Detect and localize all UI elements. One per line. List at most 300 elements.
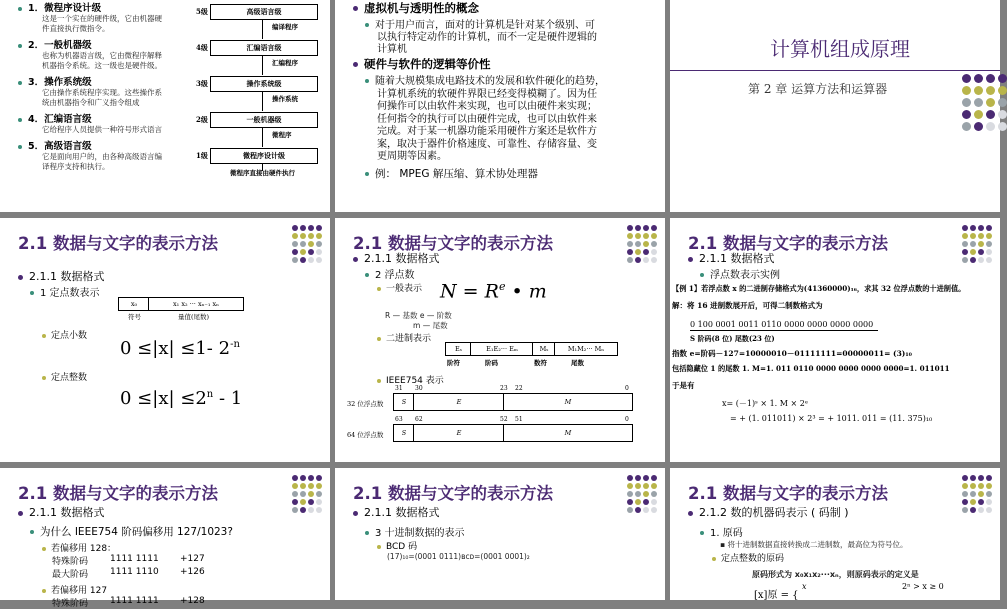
item-fixed-integer: 定点整数 xyxy=(42,370,87,383)
decorative-dot xyxy=(643,507,649,513)
item-bcd: BCD 码 xyxy=(377,539,417,552)
decorative-dot xyxy=(986,475,992,481)
level-desc-4-1: 它给程序人员提供一种符号形式语言 xyxy=(42,125,162,134)
level-heading-text: 4．汇编语言级 xyxy=(28,114,92,125)
level-box-1: 微程序设计级 xyxy=(210,148,318,164)
decorative-dot xyxy=(962,507,968,513)
ieee-64-bit-1: 62 xyxy=(415,416,423,423)
decorative-dot xyxy=(292,241,298,247)
decorative-dot xyxy=(300,249,306,255)
decorative-dot xyxy=(986,499,992,505)
ieee-64-bit-0: 63 xyxy=(395,416,403,423)
level-arrow-label-2: 微程序 xyxy=(272,131,292,139)
level-heading-2 xyxy=(18,37,92,51)
level-arrow-label-1: 微程序直接由硬件执行 xyxy=(230,169,295,177)
sign-magnitude-desc: ▪ 将十进制数据直接转换成二进制数，最高位为符号位。 xyxy=(720,540,908,549)
item-fixed-fraction: 定点小数 xyxy=(42,328,87,341)
virtual-machine-text-3 xyxy=(377,40,407,55)
decorative-dot xyxy=(635,499,641,505)
float-field-1: Eₛ xyxy=(445,342,472,356)
level-heading-text: 2．一般机器级 xyxy=(28,40,92,51)
decorative-dot xyxy=(292,225,298,231)
decorative-dot xyxy=(974,122,983,131)
decorative-dot xyxy=(970,249,976,255)
decorative-dot xyxy=(986,257,992,263)
bias128-row-1-col-3: +127 xyxy=(180,554,205,564)
decorative-dot xyxy=(635,241,641,247)
text-line: 完成。对于某一机器功能采用硬件方案还是软件方 xyxy=(377,126,597,137)
decorative-dot xyxy=(308,249,314,255)
bullet xyxy=(18,118,22,122)
decorative-dot xyxy=(643,225,649,231)
decorative-dot xyxy=(300,483,306,489)
decorative-dot xyxy=(643,233,649,239)
sign-label: 符号 xyxy=(128,313,141,321)
decorative-dot xyxy=(300,475,306,481)
decorative-dot xyxy=(970,241,976,247)
level-arrow-line xyxy=(262,19,263,39)
level-number-5: 5级 xyxy=(196,7,208,16)
decorative-dot-grid xyxy=(962,475,992,513)
text-line: 何操作可以由软件来实现，也可以由硬件来实现； xyxy=(377,101,597,112)
bias128-row-2-col-1: 最大阶码 xyxy=(52,570,89,580)
text-line: 对于用户而言，面对的计算机是针对某个级别、可 xyxy=(375,20,595,31)
decorative-dot xyxy=(316,483,322,489)
decorative-dot xyxy=(292,507,298,513)
decorative-dot xyxy=(962,86,971,95)
decorative-dot xyxy=(986,233,992,239)
level-desc-3-2: 统由机器指令和广义指令组成 xyxy=(42,98,140,107)
decorative-dot xyxy=(308,257,314,263)
decorative-dot-grid xyxy=(627,225,657,263)
float-field-label-4: 尾数 xyxy=(571,359,584,367)
decorative-dot xyxy=(292,249,298,255)
decorative-dot xyxy=(316,257,322,263)
float-field-label-1: 阶符 xyxy=(447,359,460,367)
decorative-dot xyxy=(316,241,322,247)
ieee-32-bit-2: 23 xyxy=(500,385,508,392)
decorative-dot xyxy=(978,249,984,255)
decorative-dot xyxy=(974,98,983,107)
decorative-dot xyxy=(651,257,657,263)
decorative-dot xyxy=(978,257,984,263)
decorative-dot xyxy=(635,233,641,239)
decorative-dot xyxy=(651,475,657,481)
decorative-dot xyxy=(986,74,995,83)
magnitude-bits-box: x₁ x₂ ··· xₙ₋₁ xₙ xyxy=(148,297,244,311)
slide-title: 2.1 数据与文字的表示方法 xyxy=(688,234,888,253)
bullet xyxy=(42,589,46,593)
decorative-dot xyxy=(651,507,657,513)
decorative-dot xyxy=(316,225,322,231)
decorative-dot xyxy=(627,483,633,489)
decorative-dot xyxy=(627,249,633,255)
decorative-dot xyxy=(316,499,322,505)
decorative-dot xyxy=(962,110,971,119)
decorative-dot xyxy=(986,110,995,119)
sign-mag-formula-cond: 2ⁿ > x ≥ 0 xyxy=(902,582,944,591)
bullet xyxy=(18,145,22,149)
slide-4-fixed-point[interactable] xyxy=(0,218,330,462)
decorative-dot xyxy=(978,225,984,231)
decorative-dot xyxy=(970,257,976,263)
decorative-dot xyxy=(986,225,992,231)
decorative-dot xyxy=(308,475,314,481)
integer-range-formula: $0 \le|x| \le 2^n - 1$ xyxy=(120,388,243,409)
decorative-dot xyxy=(635,475,641,481)
decorative-dot xyxy=(643,499,649,505)
decorative-dot xyxy=(970,499,976,505)
equivalence-text-7 xyxy=(377,147,447,162)
fraction-range-formula: 0 ≤|x| ≤1- $2^{-n}$ xyxy=(120,338,240,359)
decorative-dot xyxy=(978,491,984,497)
decorative-dot xyxy=(962,74,971,83)
decorative-dot xyxy=(962,122,971,131)
decorative-dot xyxy=(970,491,976,497)
text: 若偏移用 127 xyxy=(51,586,108,596)
decorative-dot xyxy=(308,225,314,231)
level-number-3: 3级 xyxy=(196,79,208,88)
decorative-dot xyxy=(651,233,657,239)
decorative-dot-grid xyxy=(627,475,657,513)
decorative-dot xyxy=(316,475,322,481)
level-box-2: 一般机器级 xyxy=(210,112,318,128)
level-arrow-line xyxy=(262,91,263,111)
decorative-dot xyxy=(316,249,322,255)
bullet xyxy=(365,79,369,83)
slide-title: 2.1 数据与文字的表示方法 xyxy=(688,484,888,503)
decorative-dot xyxy=(986,241,992,247)
section-data-format: 2.1.1 数据格式 xyxy=(353,250,440,266)
ieee-64-field-3: M xyxy=(503,424,633,442)
decorative-dot xyxy=(651,499,657,505)
item-fixed-point: 1 定点数表示 xyxy=(30,284,100,299)
item-bias-question: 为什么 IEEE754 阶码偏移用 127/1023? xyxy=(30,524,233,539)
item-floating-point: 2 浮点数 xyxy=(365,266,415,281)
course-title: 计算机组成原理 xyxy=(770,37,910,61)
decorative-dot xyxy=(627,257,633,263)
slide-7-bias-question[interactable] xyxy=(0,468,330,609)
decorative-dot xyxy=(308,241,314,247)
decorative-dot xyxy=(974,110,983,119)
item-bias-127 xyxy=(42,583,107,596)
section-data-format: 2.1.1 数据格式 xyxy=(18,504,105,520)
decorative-dot xyxy=(643,241,649,247)
section-data-format: 2.1.1 数据格式 xyxy=(18,268,105,284)
decorative-dot xyxy=(978,499,984,505)
bias128-row-1-col-1: 特殊阶码 xyxy=(52,557,89,567)
decorative-dot xyxy=(627,507,633,513)
bcd-example: (17)₁₀=(0001 0111)ʙᴄᴅ=(0001 0001)₂ xyxy=(387,552,530,561)
bias127-row-1-col-2: 1111 1111 xyxy=(110,596,159,606)
bullet xyxy=(18,7,22,11)
decorative-dot xyxy=(300,507,306,513)
example-line-1: 【例 1】若浮点数 x 的二进制存储格式为(41360000)₁₆，求其 32 位浮点数的十进制值。 xyxy=(672,284,966,293)
decorative-dot xyxy=(986,122,995,131)
decorative-dot xyxy=(643,491,649,497)
decorative-dot xyxy=(292,475,298,481)
slide-title: 2.1 数据与文字的表示方法 xyxy=(353,234,553,253)
level-desc-1-2: 件直接执行微指令。 xyxy=(42,24,110,33)
decorative-dot xyxy=(970,225,976,231)
item-fixed-int-sign-mag: 定点整数的原码 xyxy=(712,551,784,564)
bullet xyxy=(365,23,369,27)
decorative-dot xyxy=(962,491,968,497)
example-line-7: 于是有 xyxy=(672,381,695,390)
decorative-dot xyxy=(998,74,1007,83)
float-field-label-3: 数符 xyxy=(534,359,547,367)
decorative-dot xyxy=(635,249,641,255)
decorative-dot xyxy=(962,98,971,107)
decorative-dot xyxy=(292,491,298,497)
level-arrow-line xyxy=(262,127,263,147)
text-line: 计算机系统的软硬件界限已经变得模糊了。因为任 xyxy=(377,88,597,100)
decorative-dot xyxy=(986,249,992,255)
level-heading-5 xyxy=(18,138,92,152)
slide-1-machine-levels[interactable] xyxy=(0,0,330,212)
level-arrow-label-3: 操作系统 xyxy=(272,95,298,103)
decorative-dot xyxy=(300,225,306,231)
decorative-dot xyxy=(962,499,968,505)
slide-title: 2.1 数据与文字的表示方法 xyxy=(18,234,218,253)
level-arrow-label-5: 编译程序 xyxy=(272,23,298,31)
decorative-dot xyxy=(643,475,649,481)
float-formula: $N = R^e$ • m xyxy=(440,280,547,303)
level-number-2: 2级 xyxy=(196,115,208,124)
decorative-dot xyxy=(643,249,649,255)
decorative-dot xyxy=(986,483,992,489)
ieee-32-label: 32 位浮点数 xyxy=(347,400,384,408)
example-text: 例： MPEG 解压缩、算术协处理器 xyxy=(365,166,538,181)
bias127-row-1-col-3: +128 xyxy=(180,596,205,606)
level-arrow-line xyxy=(262,55,263,75)
sign-mag-formula-lhs: [x]原 = { xyxy=(754,590,799,601)
level-number-4: 4级 xyxy=(196,43,208,52)
ieee-64-field-2: E xyxy=(413,424,505,442)
decorative-dot xyxy=(986,491,992,497)
ieee-32-field-2: E xyxy=(413,393,505,411)
decorative-dot xyxy=(308,233,314,239)
decorative-dot xyxy=(986,98,995,107)
decorative-dot xyxy=(635,225,641,231)
decorative-dot xyxy=(292,499,298,505)
level-heading-text: 3．操作系统级 xyxy=(28,77,92,88)
ieee-64-label: 64 位浮点数 xyxy=(347,431,384,439)
decorative-dot xyxy=(962,241,968,247)
bullet xyxy=(18,44,22,48)
level-desc-2-1: 也称为机器语言级，它由微程序解释 xyxy=(42,51,162,60)
decorative-dot xyxy=(308,491,314,497)
level-arrow-label-4: 汇编程序 xyxy=(272,59,298,67)
level-box-5: 高级语言级 xyxy=(210,4,318,20)
level-desc-2-2: 机器指令系统。这一级也是硬件级。 xyxy=(42,61,162,70)
decorative-dot xyxy=(962,233,968,239)
level-heading-4 xyxy=(18,111,92,125)
bias127-row-1-col-1: 特殊阶码 xyxy=(52,599,89,609)
ieee-32-bit-4: 0 xyxy=(625,385,629,392)
decorative-dot xyxy=(635,491,641,497)
chapter-subtitle: 第 2 章 运算方法和运算器 xyxy=(748,82,888,96)
example-line-8: x= (－1)ˢ × 1. M × 2ᵉ xyxy=(722,399,808,408)
decorative-dot xyxy=(300,233,306,239)
formula-legend-2: m — 尾数 xyxy=(413,321,448,330)
decorative-dot-grid xyxy=(962,74,1007,131)
text-line: 以执行特定动作的计算机，而不一定是硬件逻辑的 xyxy=(377,32,597,43)
heading-virtual-machine: 虚拟机与透明性的概念 xyxy=(353,0,479,16)
item-ieee754: IEEE754 表示 xyxy=(377,373,444,386)
example-line-6: 包括隐藏位 1 的尾数 1. M=1. 011 0110 0000 0000 0000 0000=1. 011011 xyxy=(672,364,950,373)
item-decimal-repr: 3 十进制数据的表示 xyxy=(365,524,465,539)
ieee-32-bit-0: 31 xyxy=(395,385,403,392)
slide-5-floating-point[interactable] xyxy=(335,218,665,462)
decorative-dot xyxy=(998,98,1007,107)
level-heading-1 xyxy=(18,0,101,14)
decorative-dot xyxy=(651,225,657,231)
example-line-2: 解：将 16 进制数展开后，可得二制数格式为 xyxy=(672,301,823,310)
example-line-3: 0 100 0001 0011 0110 0000 0000 0000 0000 xyxy=(690,320,874,329)
decorative-dot xyxy=(962,475,968,481)
decorative-dot xyxy=(627,499,633,505)
decorative-dot xyxy=(635,483,641,489)
level-number-1: 1级 xyxy=(196,151,208,160)
bias128-row-2-col-2: 1111 1110 xyxy=(110,567,159,577)
text-line: 随着大规模集成电路技术的发展和软件硬化的趋势， xyxy=(375,76,605,87)
decorative-dot xyxy=(970,483,976,489)
level-box-4: 汇编语言级 xyxy=(210,40,318,56)
decorative-dot xyxy=(970,233,976,239)
example-line-5: 指数 e=阶码－127=10000010－01111111=00000011= (3)₁₀ xyxy=(672,349,912,358)
decorative-dot xyxy=(308,499,314,505)
decorative-dot xyxy=(986,507,992,513)
decorative-dot xyxy=(998,122,1007,131)
slide-9-machine-codes[interactable] xyxy=(670,468,1000,600)
decorative-dot xyxy=(651,241,657,247)
section-machine-codes: 2.1.2 数的机器码表示 ( 码制 ) xyxy=(688,504,849,520)
decorative-dot-grid xyxy=(292,225,322,263)
ieee-32-bit-1: 30 xyxy=(415,385,423,392)
slide-2-virtual-machine[interactable] xyxy=(335,0,665,212)
section-data-format: 2.1.1 数据格式 xyxy=(353,504,440,520)
decorative-dot xyxy=(300,241,306,247)
text-line: 案，取决于器件价格速度、可靠性、存储容量、变 xyxy=(377,138,597,150)
formula-legend-1: R — 基数 e — 阶数 xyxy=(385,311,452,320)
item-float-example: 浮点数表示实例 xyxy=(700,266,780,281)
sign-bit-box: x₀ xyxy=(118,297,150,311)
decorative-dot xyxy=(651,491,657,497)
level-heading-text: 1．微程序设计级 xyxy=(28,3,102,14)
bias128-row-2-col-3: +126 xyxy=(180,567,205,577)
decorative-dot xyxy=(300,499,306,505)
decorative-dot xyxy=(292,257,298,263)
ieee-64-field-1: S xyxy=(393,424,415,442)
decorative-dot xyxy=(974,74,983,83)
bias128-row-1-col-2: 1111 1111 xyxy=(110,554,159,564)
decorative-dot xyxy=(970,475,976,481)
decorative-dot xyxy=(978,483,984,489)
decorative-dot xyxy=(962,225,968,231)
decorative-dot xyxy=(970,507,976,513)
bullet xyxy=(18,81,22,85)
float-field-2: E₁E₂··· Eₘ xyxy=(470,342,534,356)
level-heading-text: 5．高级语言级 xyxy=(28,141,92,152)
float-field-4: M₁M₂··· Mₙ xyxy=(554,342,618,356)
decorative-dot xyxy=(292,233,298,239)
decorative-dot xyxy=(635,507,641,513)
decorative-dot xyxy=(978,475,984,481)
decorative-dot xyxy=(998,110,1007,119)
level-desc-5-2: 译程序支持和执行。 xyxy=(42,162,110,171)
slide-3-course-title[interactable] xyxy=(670,0,1000,212)
ieee-64-bit-2: 52 xyxy=(500,416,508,423)
decorative-dot xyxy=(292,483,298,489)
decorative-dot xyxy=(978,507,984,513)
decorative-dot xyxy=(627,241,633,247)
ieee-32-field-3: M xyxy=(503,393,633,411)
ieee-64-bit-3: 51 xyxy=(515,416,523,423)
text-line: 任何指令的执行可以由硬件完成，也可以由软件来 xyxy=(377,113,597,125)
title-divider xyxy=(670,70,1000,71)
virtual-machine-text-2 xyxy=(377,28,597,43)
slide-8-decimal-data[interactable] xyxy=(335,468,665,600)
decorative-dot xyxy=(651,249,657,255)
decorative-dot xyxy=(962,249,968,255)
float-field-label-2: 阶码 xyxy=(485,359,498,367)
slide-6-float-example[interactable] xyxy=(670,218,1000,462)
decorative-dot xyxy=(962,257,968,263)
example-underline xyxy=(690,330,878,331)
decorative-dot-grid xyxy=(292,475,322,513)
text-line: 更周期等因素。 xyxy=(377,151,447,162)
slide-title: 2.1 数据与文字的表示方法 xyxy=(353,484,553,503)
text-line: 计算机 xyxy=(377,44,407,55)
ieee-64-bit-4: 0 xyxy=(625,416,629,423)
decorative-dot xyxy=(300,491,306,497)
sign-mag-definition: 原码形式为 x₀x₁x₂···xₙ，则原码表示的定义是 xyxy=(752,570,919,579)
magnitude-label: 量值(尾数) xyxy=(178,313,210,321)
decorative-dot xyxy=(962,483,968,489)
item-bias-128: 若偏移用 128： xyxy=(42,541,116,554)
item-binary-form: 二进制表示 xyxy=(377,331,431,344)
section-data-format: 2.1.1 数据格式 xyxy=(688,250,775,266)
decorative-dot xyxy=(643,483,649,489)
decorative-dot xyxy=(316,233,322,239)
decorative-dot xyxy=(316,491,322,497)
decorative-dot-grid xyxy=(962,225,992,263)
float-field-3: Mₛ xyxy=(532,342,556,356)
level-desc-3-1: 它由操作系统程序实现。这些操作系 xyxy=(42,88,162,97)
level-box-3: 操作系统级 xyxy=(210,76,318,92)
slide-title: 2.1 数据与文字的表示方法 xyxy=(18,484,218,503)
decorative-dot xyxy=(316,507,322,513)
decorative-dot xyxy=(998,86,1007,95)
decorative-dot xyxy=(978,233,984,239)
sign-mag-formula-case: x xyxy=(802,582,807,591)
decorative-dot xyxy=(627,475,633,481)
decorative-dot xyxy=(651,483,657,489)
decorative-dot xyxy=(627,233,633,239)
decorative-dot xyxy=(627,491,633,497)
item-sign-magnitude: 1. 原码 xyxy=(700,524,743,539)
example-line-4: S 阶码(8 位) 尾数(23 位) xyxy=(690,334,775,343)
decorative-dot xyxy=(974,86,983,95)
level-desc-5-1: 它是面向用户的，由各种高级语言编 xyxy=(42,152,162,161)
level-desc-1-1: 这是一个实在的硬件级，它由机器硬 xyxy=(42,14,162,23)
decorative-dot xyxy=(986,86,995,95)
decorative-dot xyxy=(643,257,649,263)
decorative-dot xyxy=(627,225,633,231)
heading-hw-sw-equivalence: 硬件与软件的逻辑等价性 xyxy=(353,56,491,72)
decorative-dot xyxy=(635,257,641,263)
